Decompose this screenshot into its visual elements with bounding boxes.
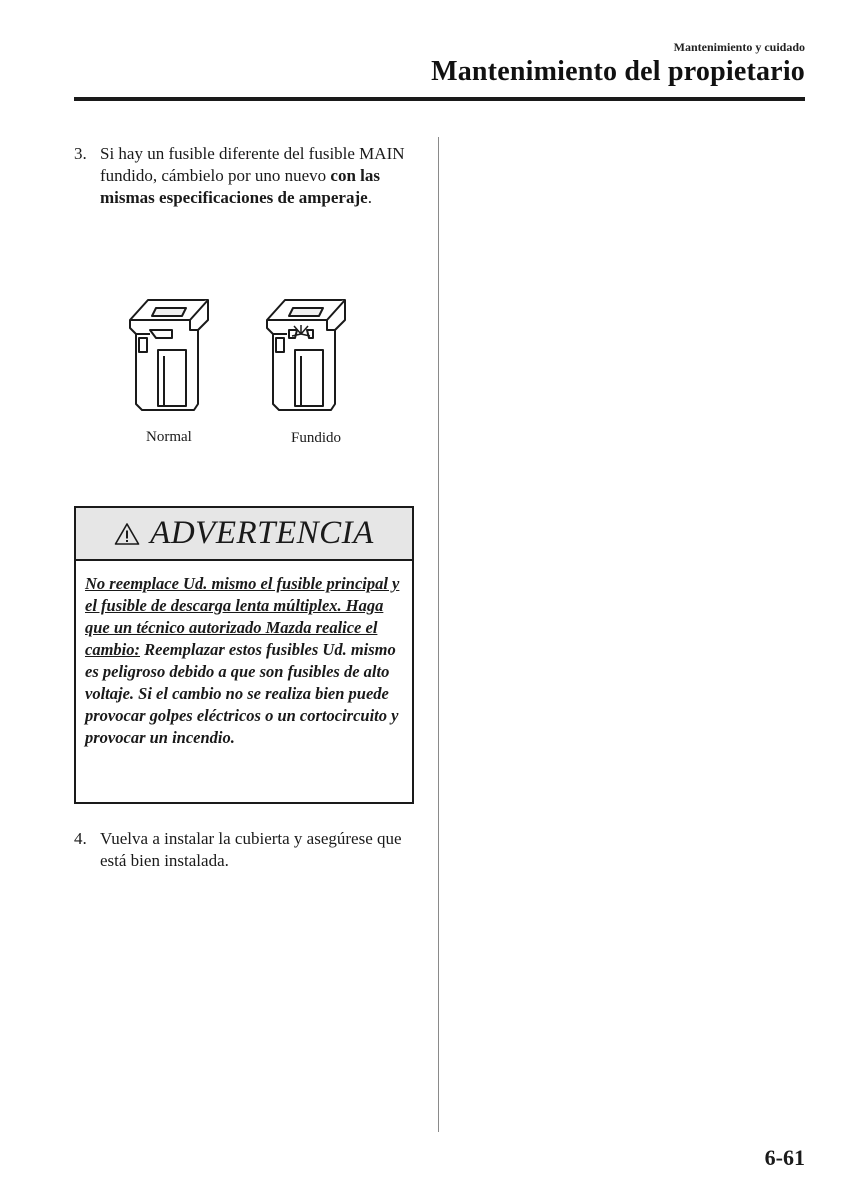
section-label: Mantenimiento y cuidado	[673, 40, 805, 54]
caption-blown: Fundido	[291, 430, 342, 446]
step-text-end: .	[367, 188, 372, 207]
step-text	[100, 143, 424, 209]
step-text: Vuelva a instalar la cubierta y asegúrese que está bien instalada.	[100, 829, 402, 870]
warning-text	[76, 561, 412, 749]
chapter-title: Mantenimiento del propietario	[431, 56, 805, 87]
warning-box	[74, 506, 414, 804]
warning-text-underlined: No reemplace Ud. mismo el fusible principal y el fusible de descarga lenta múltiplex. Haga que un técnico autorizado Mazda realice el cambio:	[85, 574, 400, 659]
step-text-plain: Si hay un fusible diferente del fusible MAIN fundido, cámbielo por uno nuevo	[100, 144, 405, 185]
column-divider	[438, 137, 439, 1132]
blown-fuse-icon	[267, 300, 345, 410]
header-rule	[74, 97, 805, 101]
warning-header	[76, 508, 412, 561]
step-text-bold: con las mismas especificaciones de amperaje	[100, 166, 380, 207]
warning-title: ADVERTENCIA	[150, 515, 374, 551]
warning-triangle-icon	[114, 522, 140, 546]
warning-text-body: Reemplazar estos fusibles Ud. mismo es peligroso debido a que son fusibles de alto voltaje. Si el cambio no se realiza bien puede provocar golpes eléctricos o un cortocircuito y provocar un incendio.	[85, 640, 399, 747]
caption-normal: Normal	[146, 429, 192, 445]
step-3	[74, 143, 424, 209]
step-4	[74, 828, 424, 872]
step-number: 4.	[74, 829, 87, 848]
normal-fuse-icon	[130, 300, 208, 410]
step-number: 3.	[74, 144, 87, 163]
page-number: 6-61	[764, 1145, 805, 1170]
